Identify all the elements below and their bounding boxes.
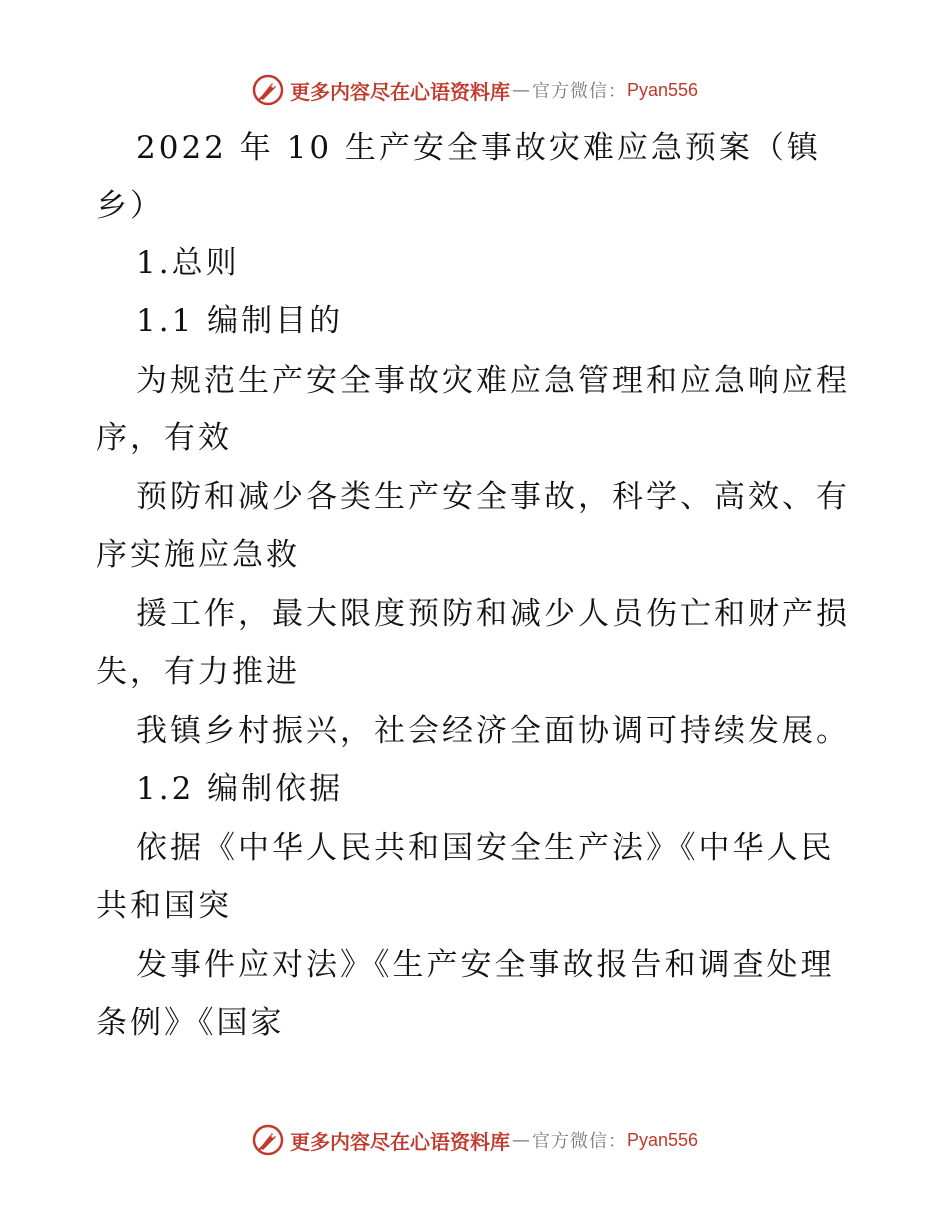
watermark-wechat-id: Pyan556 [626,1129,699,1150]
paragraph-line: 序，有效 [96,420,232,456]
pen-nib-logo-icon [252,1124,284,1156]
paragraph-line: 预防和减少各类生产安全事故，科学、高效、有 [136,479,850,515]
paragraph-line: 援工作，最大限度预防和减少人员伤亡和财产损 [136,596,850,632]
watermark-brand-text: 更多内容尽在心语资料库 [289,79,510,104]
watermark-wechat-label: 官方微信： [531,1131,627,1152]
paragraph-line: 失，有力推进 [96,654,300,690]
doc-title-line-2: 乡） [96,188,164,224]
watermark-brand-text: 更多内容尽在心语资料库 [289,1129,510,1154]
section-heading-1-1: 1.1 编制目的 [136,303,344,339]
paragraph-line: 共和国突 [96,888,232,924]
doc-title-line-1: 2022 年 10 生产安全事故灾难应急预案（镇 [136,130,821,166]
paragraph-line: 依据《中华人民共和国安全生产法》《中华人民 [136,830,835,866]
paragraph-line: 为规范生产安全事故灾难应急管理和应急响应程 [136,363,850,399]
section-heading-1-2: 1.2 编制依据 [136,771,344,807]
watermark-wechat-label: 官方微信： [531,81,627,102]
watermark-separator: — [511,1129,530,1151]
watermark-banner-bottom [0,1120,950,1160]
watermark-wechat-id: Pyan556 [626,79,699,100]
paragraph-line: 我镇乡村振兴，社会经济全面协调可持续发展。 [136,713,850,749]
section-heading-1: 1.总则 [136,245,240,281]
paragraph-line: 序实施应急救 [96,537,300,573]
paragraph-line: 发事件应对法》《生产安全事故报告和调查处理 [136,947,835,983]
paragraph-line: 条例》《国家 [96,1005,285,1041]
watermark-separator: — [511,79,530,101]
